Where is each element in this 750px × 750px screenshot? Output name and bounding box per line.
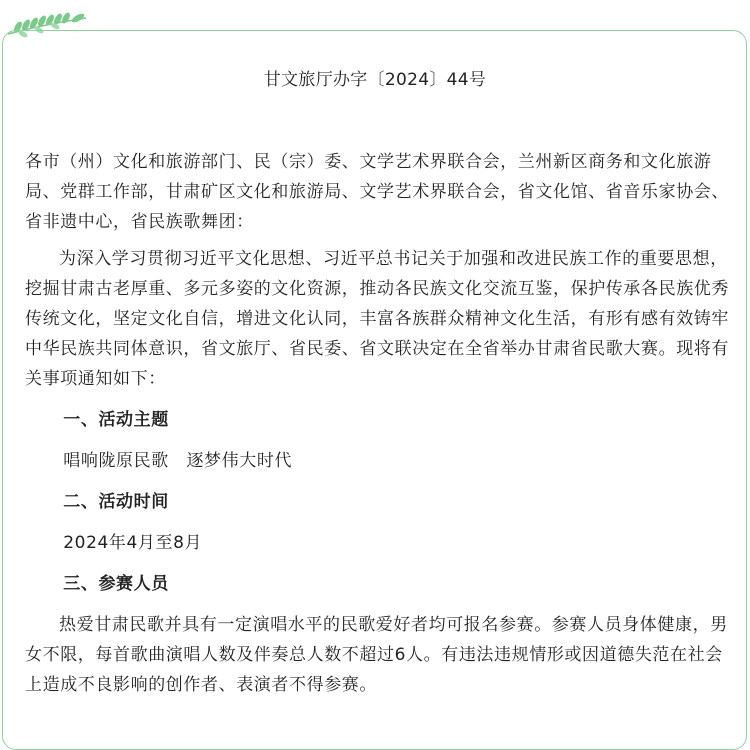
- section-heading-time: 二、活动时间: [63, 492, 169, 512]
- recipients-paragraph: 各市（州）文化和旅游部门、民（宗）委、文学艺术界联合会，兰州新区商务和文化旅游局、党群工作部，甘肃矿区文化和旅游局、文学艺术界联合会，省文化馆、省音乐家协会、省非遗中心，省民族歌舞团：: [25, 152, 729, 232]
- section-heading-participants: 三、参赛人员: [63, 574, 169, 594]
- section-heading-theme: 一、活动主题: [63, 410, 169, 430]
- section-content-participants: 热爱甘肃民歌并具有一定演唱水平的民歌爱好者均可报名参赛。参赛人员身体健康，男女不限，每首歌曲演唱人数及伴奏总人数不超过6人。有违法违规情形或因道德失范在社会上造成不良影响的创作者、表演者不得参赛。: [25, 615, 728, 695]
- document-body: [25, 147, 729, 700]
- intro-paragraph: 为深入学习贯彻习近平文化思想、习近平总书记关于加强和改进民族工作的重要思想，挖掘甘肃古老厚重、多元多姿的文化资源，推动各民族文化交流互鉴，保护传承各民族优秀传统文化，坚定文化自信，增进文化认同，丰富各族群众精神文化生活，有形有感有效铸牢中华民族共同体意识，省文旅厅、省民委、省文联决定在全省举办甘肃省民歌大赛。现将有关事项通知如下：: [25, 249, 729, 389]
- section-content-theme: 唱响陇原民歌 逐梦伟大时代: [63, 451, 293, 471]
- document-number: 甘文旅厅办字〔2024〕44号: [263, 70, 487, 90]
- section-content-time: 2024年4月至8月: [63, 533, 203, 553]
